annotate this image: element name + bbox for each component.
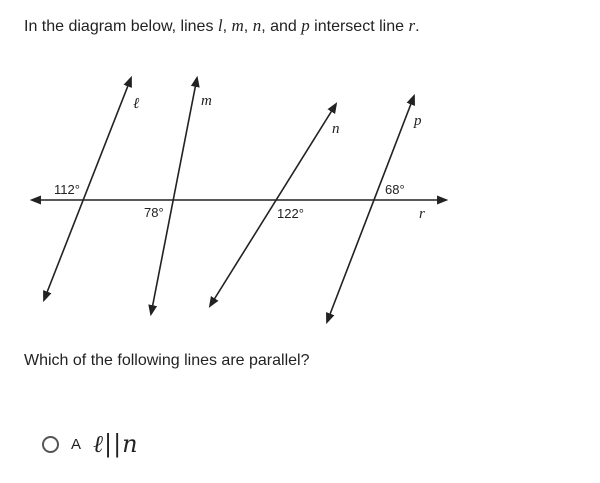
label-p: p (414, 113, 422, 129)
line-p (327, 96, 414, 322)
label-l: ℓ (133, 96, 140, 112)
label-m: m (201, 93, 212, 109)
angle-m: 78° (144, 205, 164, 220)
option-a[interactable] (42, 430, 139, 459)
line-n (210, 104, 336, 306)
line-m (151, 78, 197, 314)
label-n: n (332, 121, 340, 137)
parallel-lines-diagram (0, 60, 600, 330)
prompt-text: Which of the following lines are parallel? (24, 352, 310, 369)
angle-n: 122° (277, 206, 304, 221)
label-r: r (419, 206, 425, 222)
option-a-radio[interactable] (42, 436, 59, 453)
option-a-text: ℓ||n (93, 430, 139, 458)
angle-p: 68° (385, 182, 405, 197)
option-a-letter: A (71, 436, 82, 453)
question-text: In the diagram below, lines l, m, n, and p intersect line r. (24, 16, 420, 35)
angle-l: 112° (54, 182, 80, 197)
